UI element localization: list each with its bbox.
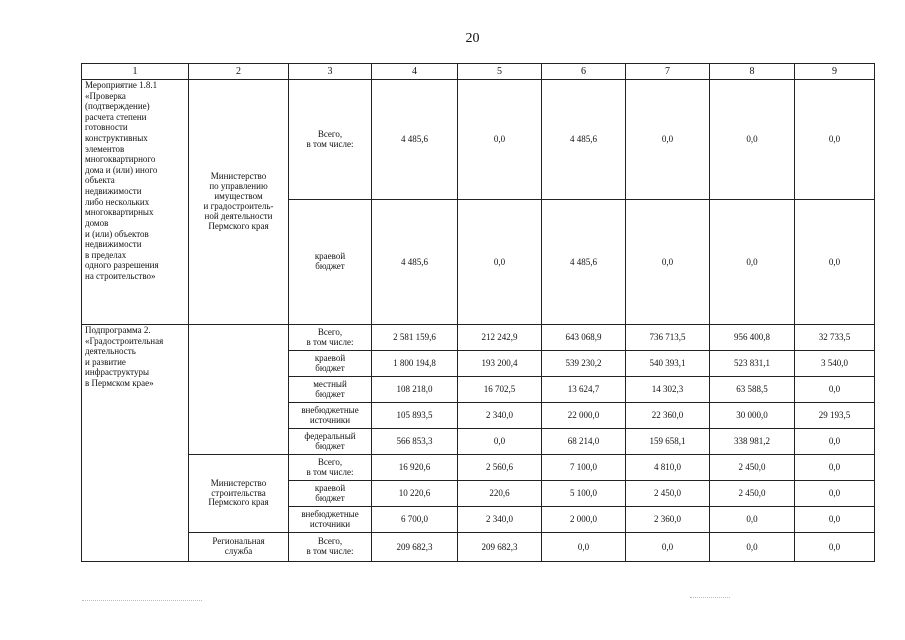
amount-cell: 0,0	[795, 377, 875, 403]
amount-cell: 566 853,3	[372, 429, 458, 455]
funding-source-line: бюджет	[315, 362, 345, 373]
measure-title-line: недвижимости	[85, 239, 142, 250]
executor-line: служба	[224, 546, 253, 556]
funding-source-cell	[289, 533, 372, 562]
amount-cell: 22 360,0	[626, 403, 710, 429]
amount-cell: 13 624,7	[542, 377, 626, 403]
amount-cell: 2 000,0	[542, 507, 626, 533]
funding-source-line: Всего,	[317, 128, 343, 139]
amount-cell: 6 700,0	[372, 507, 458, 533]
funding-source-line: Всего,	[317, 536, 343, 547]
amount-cell: 0,0	[626, 533, 710, 562]
funding-source-cell	[289, 507, 372, 533]
measure-title-line: многоквартирного	[85, 154, 156, 165]
funding-source-line: бюджет	[315, 440, 345, 451]
amount-cell: 14 302,3	[626, 377, 710, 403]
funding-source-line: источники	[309, 518, 351, 529]
amount-cell: 2 560,6	[458, 455, 542, 481]
measure-title-line: расчета степени	[85, 111, 147, 122]
amount-cell: 0,0	[626, 200, 710, 325]
executor-line: Министерство	[210, 477, 267, 488]
amount-cell: 108 218,0	[372, 377, 458, 403]
funding-source-cell	[289, 377, 372, 403]
funding-source-line: Всего,	[317, 326, 343, 337]
amount-cell: 220,6	[458, 481, 542, 507]
amount-cell: 7 100,0	[542, 455, 626, 481]
funding-source-line: федеральный	[304, 430, 356, 441]
amount-cell: 0,0	[626, 80, 710, 200]
funding-source-line: источники	[309, 414, 351, 425]
amount-cell: 0,0	[795, 455, 875, 481]
measure-title-line: Мероприятие 1.8.1	[85, 80, 158, 90]
amount-cell: 4 485,6	[372, 200, 458, 325]
measure-title-line: одного разрешения	[85, 260, 159, 271]
subprogram-title-line: инфраструктуры	[85, 367, 149, 378]
subprogram-title-line: и развитие	[85, 356, 126, 367]
subprogram-title-line: Подпрограмма 2.	[85, 325, 151, 335]
amount-cell: 3 540,0	[795, 351, 875, 377]
amount-cell: 212 242,9	[458, 325, 542, 351]
subprogram-title-line: в Пермском крае»	[85, 378, 154, 389]
funding-source-line: Всего,	[317, 456, 343, 467]
executor-cell	[189, 80, 289, 325]
column-number-7: 7	[626, 64, 710, 80]
amount-cell: 2 450,0	[710, 481, 795, 507]
amount-cell: 209 682,3	[458, 533, 542, 562]
executor-line: имуществом	[214, 191, 263, 202]
funding-source-line: местный	[313, 378, 347, 389]
amount-cell: 0,0	[710, 507, 795, 533]
amount-cell: 523 831,1	[710, 351, 795, 377]
amount-cell: 2 360,0	[626, 507, 710, 533]
column-number-5: 5	[458, 64, 542, 80]
amount-cell: 4 810,0	[626, 455, 710, 481]
executor-line: Региональная	[212, 536, 265, 547]
funding-source-cell	[289, 403, 372, 429]
amount-cell: 30 000,0	[710, 403, 795, 429]
funding-source-cell	[289, 200, 372, 325]
measure-1-8-1-row	[82, 80, 875, 200]
measure-title-line: элементов	[85, 143, 125, 154]
executor-line: строительства	[211, 487, 266, 498]
funding-source-cell	[289, 325, 372, 351]
subprogram-row	[82, 325, 875, 351]
funding-source-line: в том числе:	[306, 466, 354, 477]
measure-title-line: в пределах	[85, 249, 127, 260]
funding-source-cell	[289, 429, 372, 455]
column-number-2: 2	[189, 64, 289, 80]
amount-cell: 540 393,1	[626, 351, 710, 377]
amount-cell: 0,0	[710, 80, 795, 200]
measure-title-line: «Проверка	[85, 90, 126, 101]
amount-cell: 10 220,6	[372, 481, 458, 507]
subprogram-title-line: деятельность	[85, 346, 136, 357]
amount-cell: 338 981,2	[710, 429, 795, 455]
measure-title-line: дома и (или) иного	[85, 164, 158, 175]
amount-cell: 1 800 194,8	[372, 351, 458, 377]
executor-cell	[189, 325, 289, 455]
measure-title-line: объекта	[85, 175, 115, 186]
measure-title-cell	[82, 80, 189, 325]
column-number-4: 4	[372, 64, 458, 80]
amount-cell: 736 713,5	[626, 325, 710, 351]
amount-cell: 4 485,6	[542, 80, 626, 200]
amount-cell: 63 588,5	[710, 377, 795, 403]
amount-cell: 0,0	[710, 200, 795, 325]
subprogram-title-line: «Градостроительная	[85, 335, 164, 346]
amount-cell: 0,0	[710, 533, 795, 562]
amount-cell: 956 400,8	[710, 325, 795, 351]
measure-title-line: домов	[85, 217, 109, 228]
scan-artifact-line	[82, 600, 202, 601]
amount-cell: 0,0	[542, 533, 626, 562]
executor-line: Пермского края	[208, 497, 269, 508]
amount-cell: 2 450,0	[626, 481, 710, 507]
amount-cell: 0,0	[795, 481, 875, 507]
scan-artifact-line	[690, 597, 730, 598]
funding-source-cell	[289, 80, 372, 200]
executor-line: и градостроитель-	[203, 201, 274, 211]
funding-source-line: в том числе:	[306, 138, 354, 149]
column-number-9: 9	[795, 64, 875, 80]
column-number-6: 6	[542, 64, 626, 80]
executor-line: по управлению	[209, 181, 268, 192]
amount-cell: 0,0	[458, 200, 542, 325]
amount-cell: 2 581 159,6	[372, 325, 458, 351]
ministry-construction-row	[82, 455, 875, 481]
column-number-row	[82, 64, 875, 80]
funding-source-line: краевой	[314, 352, 346, 363]
table-body	[82, 64, 875, 562]
column-number-1: 1	[82, 64, 189, 80]
amount-cell: 29 193,5	[795, 403, 875, 429]
financing-table	[81, 63, 875, 562]
amount-cell: 193 200,4	[458, 351, 542, 377]
measure-title-line: либо нескольких	[85, 196, 150, 207]
funding-source-line: краевой	[314, 251, 346, 262]
amount-cell: 105 893,5	[372, 403, 458, 429]
regional-service-row	[82, 533, 875, 562]
amount-cell: 22 000,0	[542, 403, 626, 429]
amount-cell: 0,0	[795, 507, 875, 533]
funding-source-line: внебюджетные	[301, 508, 359, 519]
measure-title-line: многоквартирных	[85, 207, 154, 218]
funding-source-cell	[289, 481, 372, 507]
amount-cell: 4 485,6	[372, 80, 458, 200]
funding-source-line: в том числе:	[306, 546, 354, 556]
funding-source-cell	[289, 455, 372, 481]
measure-title-line: готовности	[85, 122, 128, 133]
measure-title-line: конструктивных	[85, 133, 148, 144]
amount-cell: 0,0	[795, 533, 875, 562]
page-number: 20	[465, 31, 480, 46]
amount-cell: 0,0	[795, 200, 875, 325]
funding-source-line: бюджет	[315, 492, 345, 503]
amount-cell: 4 485,6	[542, 200, 626, 325]
funding-source-line: краевой	[314, 482, 346, 493]
amount-cell: 5 100,0	[542, 481, 626, 507]
executor-cell	[189, 533, 289, 562]
measure-title-line: и (или) объектов	[85, 228, 149, 239]
amount-cell: 0,0	[795, 429, 875, 455]
executor-line: ной деятельности	[204, 210, 273, 221]
amount-cell: 2 340,0	[458, 507, 542, 533]
funding-source-line: в том числе:	[306, 336, 354, 347]
column-number-8: 8	[710, 64, 795, 80]
funding-source-line: внебюджетные	[301, 404, 359, 415]
amount-cell: 16 702,5	[458, 377, 542, 403]
executor-line: Пермского края	[208, 220, 269, 231]
measure-title-line: на строительство»	[85, 270, 156, 281]
executor-cell	[189, 455, 289, 533]
amount-cell: 16 920,6	[372, 455, 458, 481]
amount-cell: 32 733,5	[795, 325, 875, 351]
funding-source-cell	[289, 351, 372, 377]
measure-title-line: недвижимости	[85, 186, 142, 197]
measure-title-line: (подтверждение)	[85, 101, 150, 112]
amount-cell: 643 068,9	[542, 325, 626, 351]
amount-cell: 0,0	[458, 80, 542, 200]
amount-cell: 159 658,1	[626, 429, 710, 455]
column-number-3: 3	[289, 64, 372, 80]
amount-cell: 2 450,0	[710, 455, 795, 481]
amount-cell: 68 214,0	[542, 429, 626, 455]
amount-cell: 0,0	[458, 429, 542, 455]
funding-source-line: бюджет	[315, 388, 345, 399]
amount-cell: 209 682,3	[372, 533, 458, 562]
amount-cell: 539 230,2	[542, 351, 626, 377]
amount-cell: 2 340,0	[458, 403, 542, 429]
subprogram-title-cell	[82, 325, 189, 562]
funding-source-line: бюджет	[315, 261, 345, 271]
amount-cell: 0,0	[795, 80, 875, 200]
executor-line: Министерство	[210, 171, 267, 182]
